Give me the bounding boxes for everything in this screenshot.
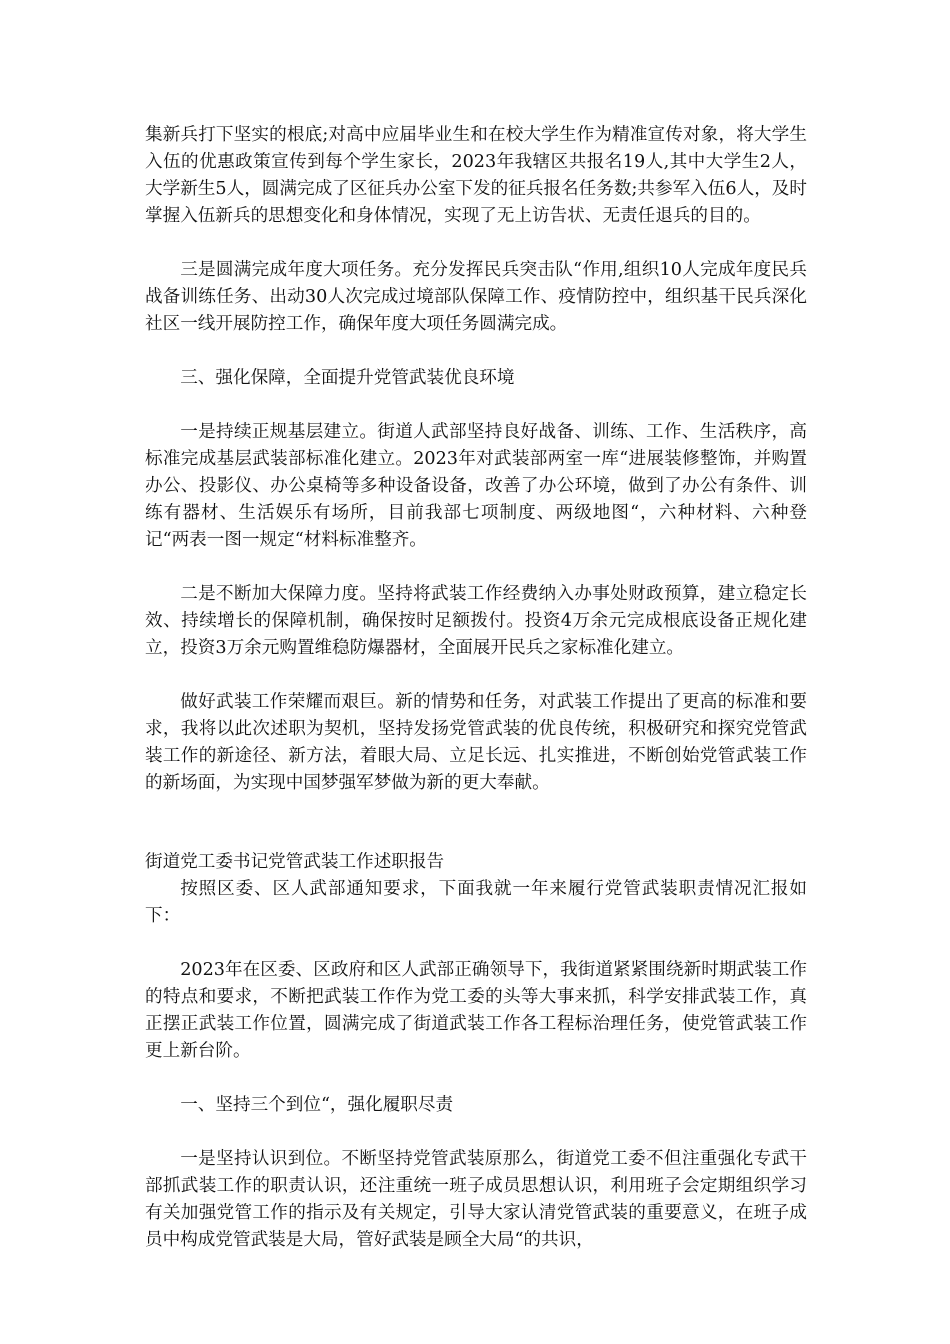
report-title: 街道党工委书记党管武装工作述职报告	[145, 852, 445, 872]
paragraph-conclusion: 做好武装工作荣耀而艰巨。新的情势和任务，对武装工作提出了更高的标准和要求，我将以此次述职为契机，坚持发扬党管武装的优良传统，积极研究和探究党管武装工作的新途径、新方法，着眼大局、立足长远、扎实推进，不断创始党管武装工作的新场面，为实现中国梦强军梦做为新的更大奉献。	[145, 692, 807, 793]
paragraph-grassroots-building: 一是持续正规基层建立。街道人武部坚持良好战备、训练、工作、生活秩序，高标准完成基层武装部标准化建立。2023年对武装部两室一库“进展装修整饰，并购置办公、投影仪、办公桌椅等多种设备设备，改善了办公环境，做到了办公有条件、训练有器材、生活娱乐有场所，目前我部七项制度、两级地图“，六种材料、六种登记“两表一图一规定“材料标准整齐。	[145, 422, 807, 550]
paragraph-intro: 按照区委、区人武部通知要求，下面我就一年来履行党管武装职责情况汇报如下：	[145, 879, 807, 926]
paragraph-recruitment: 集新兵打下坚实的根底;对高中应届毕业生和在校大学生作为精准宣传对象，将大学生入伍的优惠政策宣传到每个学生家长，2023年我辖区共报名19人,其中大学生2人，大学新生5人，圆满完成了区征兵办公室下发的征兵报名任务数;共参军入伍6人，及时掌握入伍新兵的思想变化和身体情况，实现了无上访告状、无责任退兵的目的。	[145, 125, 807, 226]
paragraph-awareness: 一是坚持认识到位。不断坚持党管武装原那么，街道党工委不但注重强化专武干部抓武装工作的职责认识，还注重统一班子成员思想认识，利用班子会定期组织学习有关加强党管工作的指示及有关规定，引导大家认清党管武装的重要意义，在班子成员中构成党管武装是大局，管好武装是顾全大局“的共识，	[145, 1149, 807, 1250]
section-heading-three-in-place: 一、坚持三个到位“，强化履职尽责	[180, 1095, 454, 1115]
document-page	[145, 122, 807, 1254]
paragraph-funding: 二是不断加大保障力度。坚持将武装工作经费纳入办事处财政预算，建立稳定长效、持续增长的保障机制，确保按时足额拨付。投资4万余元完成根底设备正规化建立，投资3万余元购置维稳防爆器材，全面展开民兵之家标准化建立。	[145, 584, 807, 658]
section-heading-guarantee: 三、强化保障，全面提升党管武装优良环境	[180, 368, 515, 388]
paragraph-annual-tasks: 三是圆满完成年度大项任务。充分发挥民兵突击队“作用,组织10人完成年度民兵战备训练任务、出动30人次完成过境部队保障工作、疫情防控中，组织基干民兵深化社区一线开展防控工作，确保年度大项任务圆满完成。	[145, 260, 807, 334]
paragraph-overview: 2023年在区委、区政府和区人武部正确领导下，我街道紧紧围绕新时期武装工作的特点和要求，不断把武装工作作为党工委的头等大事来抓，科学安排武装工作，真正摆正武装工作位置，圆满完成了街道武装工作各工程标治理任务，使党管武装工作更上新台阶。	[145, 960, 807, 1061]
